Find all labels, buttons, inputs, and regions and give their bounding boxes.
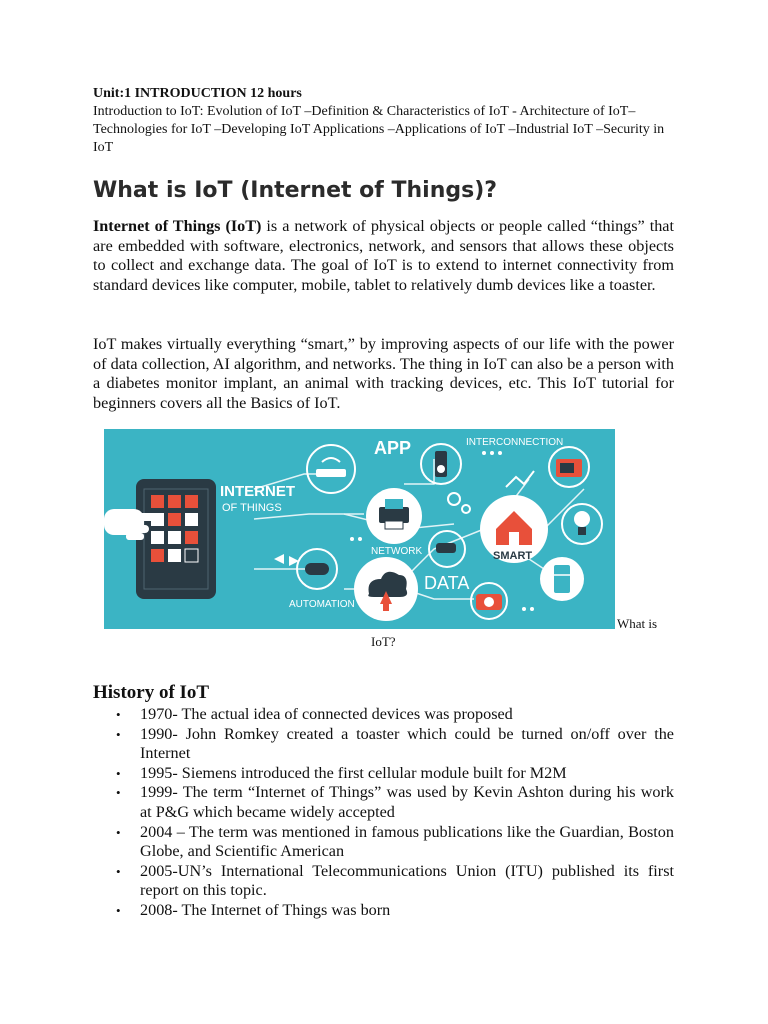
intro-paragraph-1 [93,217,674,296]
intro-paragraph-2: IoT makes virtually everything “smart,” by improving aspects of our life with the power of data collection, AI algorithm, and networks. The thing in IoT can also be a person with a diabetes monitor implant, an animal with tracking devices, etc. This IoT tutorial for beginners covers all the Basics of IoT. [93,335,674,413]
unit-description: Introduction to IoT: Evolution of IoT –Definition & Characteristics of IoT - Architecture of IoT–Technologies for IoT –Developing IoT Applications –Applications of IoT –Industrial IoT –Security in IoT [93,104,665,155]
history-item: • 2005-UN’s International Telecommunications Union (ITU) published its first report on this topic. [140,862,674,901]
app-label: APP [374,438,412,458]
history-item: • 2004 – The term was mentioned in famous publications like the Guardian, Boston Globe, and Scientific American [140,823,674,862]
iot-term: Internet of Things (IoT) [93,217,262,235]
history-item: • 1990- John Romkey created a toaster which could be turned on/off over the Internet [140,725,674,764]
automation-label: AUTOMATION [289,599,355,610]
internet-label: INTERNET [220,483,295,500]
interconnection-label: INTERCONNECTION [466,437,564,448]
network-label: NETWORK [371,546,423,557]
smart-house-icon [480,495,548,563]
fridge-icon [540,557,584,601]
iot-illustration [104,429,615,629]
unit-title: Unit:1 INTRODUCTION 12 hours [93,86,302,101]
figure-caption-line2: IoT? [371,634,396,649]
cloud-icon [354,557,418,621]
history-item: • 2008- The Internet of Things was born [140,901,674,921]
intro-paragraph-1-text: is a network of physical objects or people called “things” that are embedded with software, electronics, network, and sensors that allows these objects to collect and exchange data. The goal of IoT is to extend to internet connectivity from standard devices like computer, mobile, tablet to relatively dumb devices like a toaster. [93,217,674,295]
history-item: • 1999- The term “Internet of Things” was used by Kevin Ashton during his work at P&G which became widely accepted [140,783,674,822]
section-heading: What is IoT (Internet of Things)? [93,178,498,203]
of-things-label: OF THINGS [222,502,282,514]
history-item: • 1970- The actual idea of connected devices was proposed [140,705,674,725]
history-heading: History of IoT [93,682,210,703]
history-list [140,705,674,921]
tablet-icon [136,479,216,599]
data-label: DATA [424,573,470,593]
smart-label: SMART [493,550,533,562]
printer-icon [366,488,422,544]
history-item: • 1995- Siemens introduced the first cellular module built for M2M [140,764,674,784]
figure-caption-line1: What is [617,616,658,631]
